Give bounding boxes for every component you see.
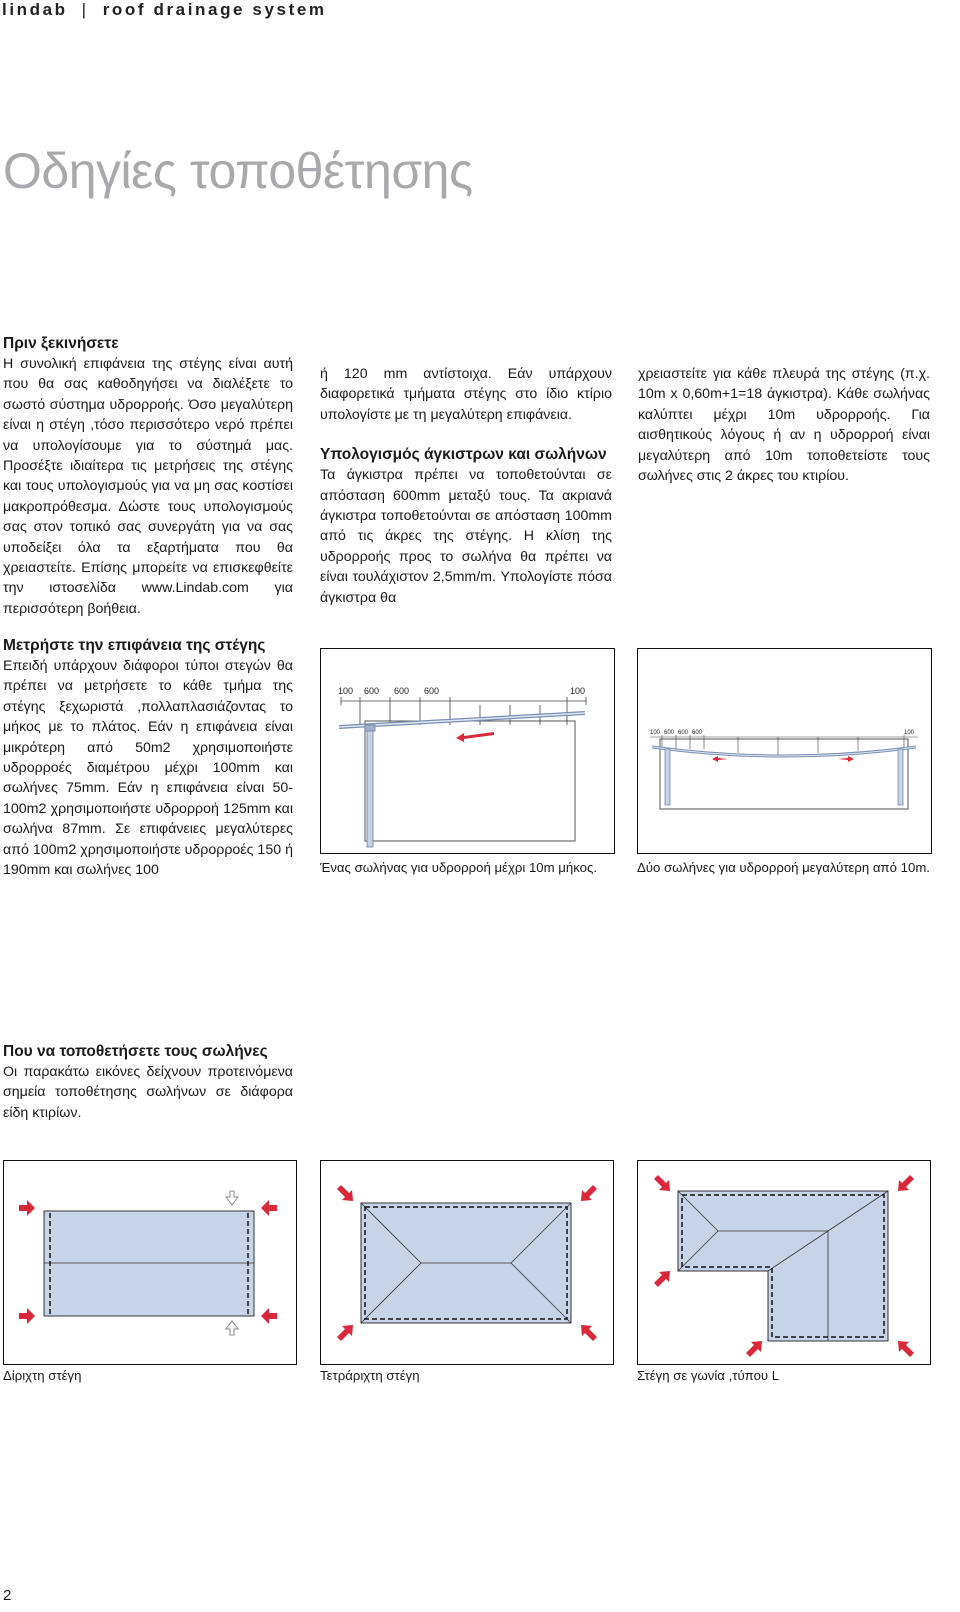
downpipe-arrow-icon [261,1308,277,1324]
downpipe-arrow-icon [337,1185,353,1201]
page-number: 2 [3,1587,12,1604]
l-roof-caption: Στέγη σε γωνία ,τύπου L [637,1368,780,1383]
gutter-diagram-one [321,649,614,853]
brand-name: lindab [2,0,68,19]
measure-heading: Μετρήστε την επιφάνεια της στέγης [3,637,266,654]
page-title: Οδηγίες τοποθέτησης [3,143,473,199]
downpipe-arrow-icon [654,1271,670,1287]
gutter-diagram-two [638,649,931,853]
hooks-heading: Υπολογισμός άγκιστρων και σωλήνων [320,446,607,464]
dim-label: 100 [570,686,586,696]
measure-text: Επειδή υπάρχουν διάφοροι τύποι στεγών θα πρέπει να μετρήσετε το κάθε τμήμα της στέγης ξεχωριστά ,πολλαπλασιάζοντας το μήκος με το πλάτος. Εάν η επιφάνεια είναι μικρότερη από 50m2 χρησιμοποιήστε υδρορροές διαμέτρου μέχρι 100mm και σωλήνες 75mm. Εάν η επιφάνεια είναι 50-100m2 χρησιμοποιήστε υδρορροή 125mm και σωλήνα 87mm. Σε επιφάνειες μεγαλύτερες από 100m2 χρησιμοποιήστε υδρορροές 150 ή 190mm και σωλήνες 100 [3,658,293,879]
hip-roof-figure [320,1160,614,1365]
dim-label: 600 [394,686,410,696]
downpipe-arrow-icon [19,1308,35,1324]
column2-intro: ή 120 mm αντίστοιχα. Εάν υπάρχουν διαφορετικά τμήματα στέγης στο ίδιο κτίριο υπολογίστε με τη μεγαλύτερη επιφάνεια. [320,366,612,423]
dim-label: 600 [692,730,703,736]
downpipe-arrow-icon [261,1200,277,1216]
before-start-text: Η συνολική επιφάνεια της στέγης είναι αυτή που θα σας καθοδηγήσει να διαλέξετε το σωστό σύστημα υδρορροής. Όσο μεγαλύτερη είναι η στέγη ,τόσο περισσότερο νερό πρέπει να υπολογίσουμε για το σύστημά μας. Προσέξτε ιδιαίτερα τις μετρήσεις της στέγης και τους υπολογισμούς για να μη σας κοστίσει μακροπρόθεσμα. Δώστε τους υπολογισμούς σας στον τοπικό σας συνεργάτη για να σας υποδείξει όλα τα εξαρτήματα που θα χρειαστείτε. Επίσης μπορείτε να επισκεφθείτε την ιστοσελίδα www.Lindab.com για περισσότερη βοήθεια. [3,356,293,617]
placement-heading: Που να τοποθετήσετε τους σωλήνες [3,1043,268,1060]
figure-one-caption: Ένας σωλήνας για υδρορροή μέχρι 10m μήκος. [320,860,597,875]
hip-roof-caption: Τετράριχτη στέγη [320,1368,420,1383]
column2-section [320,364,612,608]
figure-two-caption: Δύο σωλήνες για υδρορροή μεγαλύτερη από 10m. [637,860,930,875]
column3-text: χρειαστείτε για κάθε πλευρά της στέγης (π.χ. 10m x 0,60m+1=18 άγκιστρα). Κάθε σωλήνας καλύπτει μέχρι 10m υδρορροής. Για αισθητικούς λόγους ή αν η υδρορροή είναι μεγαλύτερη από 10m τοποθετείστε τους σωλήνες στις 2 άκρες του κτιρίου. [638,366,930,485]
dim-label: 600 [364,686,380,696]
downpipe-arrow-icon [654,1175,670,1191]
dim-label: 600 [678,730,689,736]
hip-roof-plan [321,1161,613,1364]
measure-section [3,636,293,880]
dim-label: 600 [664,730,675,736]
optional-downpipe-icon [226,1321,238,1335]
l-roof-plan [638,1161,930,1364]
downpipe-arrow-icon [581,1325,597,1341]
dim-label: 100 [338,686,354,696]
downpipe-arrow-icon [337,1325,353,1341]
downpipe-arrow-icon [746,1341,762,1357]
downpipe-arrow-icon [19,1200,35,1216]
page-header [2,0,327,20]
gable-roof-caption: Δίριχτη στέγη [3,1368,82,1383]
before-start-section [3,334,293,619]
header-separator: | [81,0,89,19]
l-roof-figure [637,1160,931,1365]
dim-label: 600 [424,686,440,696]
dim-label: 100 [650,730,661,736]
downpipe-arrow-icon [581,1185,597,1201]
figure-two-downpipes [637,648,932,854]
dim-label: 100 [904,730,915,736]
gable-roof-figure [3,1160,297,1365]
hooks-text: Τα άγκιστρα πρέπει να τοποθετούνται σε απόσταση 600mm μεταξύ τους. Τα ακριανά άγκιστρα τοποθετούνται σε απόσταση 100mm από τις άκρες της στέγης. Η κλίση της υδρορροής προς το σωλήνα θα πρέπει να είναι τουλάχιστον 2,5mm/m. Υπολογίστε πόσα άγκιστρα θα [320,467,612,606]
placement-section [3,1042,293,1123]
before-start-heading: Πριν ξεκινήσετε [3,335,119,352]
gable-roof-plan [4,1161,296,1364]
downpipe-arrow-icon [898,1175,914,1191]
header-section: roof drainage system [102,0,327,19]
placement-text: Οι παρακάτω εικόνες δείχνουν προτεινόμενα σημεία τοποθέτησης σωλήνων σε διάφορα είδη κτιρίων. [3,1064,293,1121]
column3-section [638,364,930,486]
downpipe-arrow-icon [898,1341,914,1357]
figure-one-downpipe [320,648,615,854]
optional-downpipe-icon [226,1191,238,1205]
